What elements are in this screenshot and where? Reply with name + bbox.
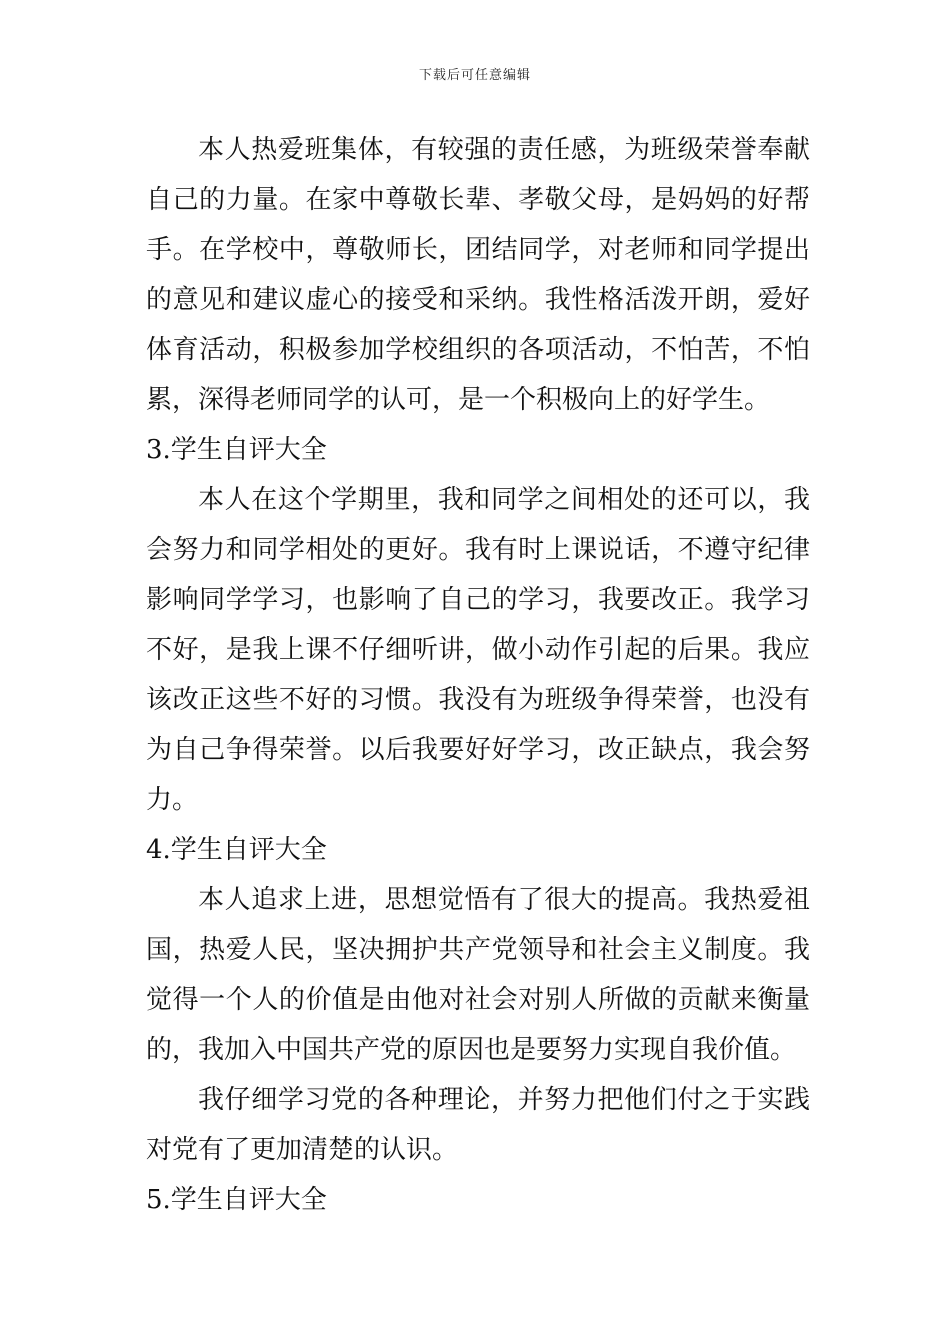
page-header: 下载后可任意编辑 <box>418 68 531 83</box>
section-heading-3: 3.学生自评大全 <box>146 435 327 465</box>
paragraph-3: 本人追求上进，思想觉悟有了很大的提高。我热爱祖国，热爱人民，坚决拥护共产党领导和社会主义制度。我觉得一个人的价值是由他对社会对别人所做的贡献来衡量的，我加入中国共产党的原因也是要努力实现自我价值。 <box>146 885 810 1065</box>
section-heading-4: 4.学生自评大全 <box>146 835 327 865</box>
paragraph-4: 我仔细学习党的各种理论，并努力把他们付之于实践对党有了更加清楚的认识。 <box>146 1085 810 1165</box>
section-heading-5: 5.学生自评大全 <box>146 1185 327 1215</box>
paragraph-2: 本人在这个学期里，我和同学之间相处的还可以，我会努力和同学相处的更好。我有时上课说话，不遵守纪律影响同学学习，也影响了自己的学习，我要改正。我学习不好，是我上课不仔细听讲，做小动作引起的后果。我应该改正这些不好的习惯。我没有为班级争得荣誉，也没有为自己争得荣誉。以后我要好好学习，改正缺点，我会努力。 <box>146 485 810 815</box>
paragraph-1: 本人热爱班集体，有较强的责任感，为班级荣誉奉献自己的力量。在家中尊敬长辈、孝敬父母，是妈妈的好帮手。在学校中，尊敬师长，团结同学，对老师和同学提出的意见和建议虚心的接受和采纳。我性格活泼开朗，爱好体育活动，积极参加学校组织的各项活动，不怕苦，不怕累，深得老师同学的认可，是一个积极向上的好学生。 <box>146 135 810 415</box>
document-body <box>146 125 810 1225</box>
